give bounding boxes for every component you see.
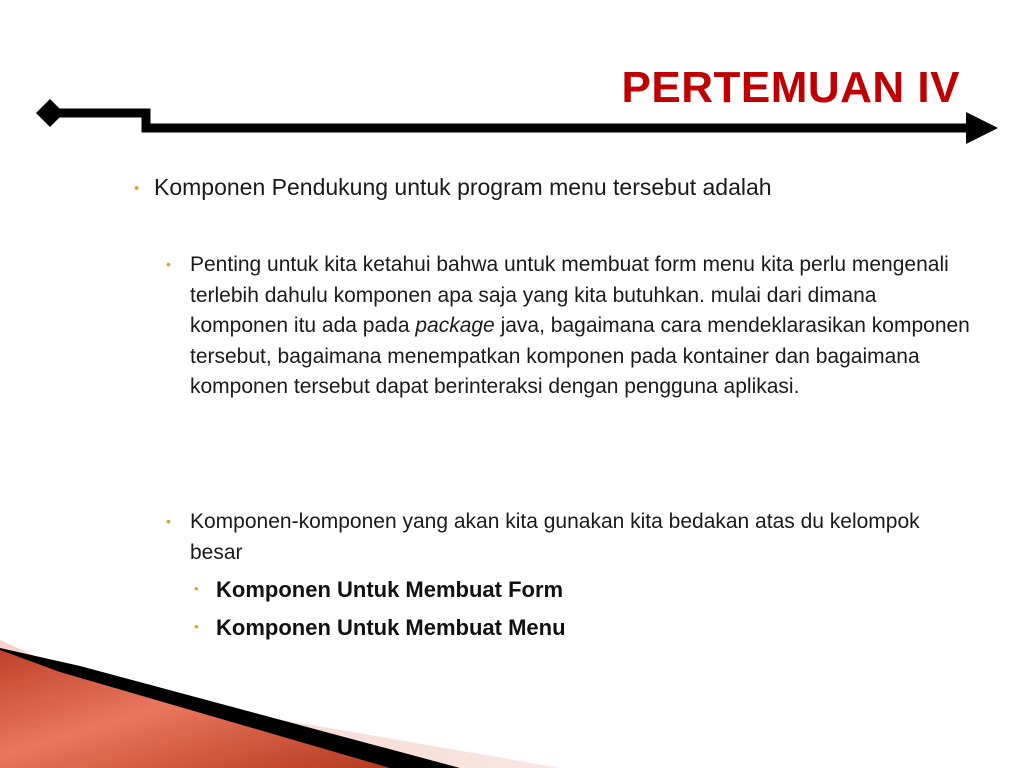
bullet-text-penting [190,250,970,403]
bullet-text-form: Komponen Untuk Membuat Form [216,577,564,602]
bullet-dot: • [166,256,171,272]
text-segment: Penting untuk kita ketahui bahwa untuk membuat form menu kita perlu mengenali terlebih dahulu komponen apa saja yang kita butuhkan. mulai dari dimana komponen itu ada pada [190,253,949,337]
bullet-text-main: Komponen Pendukung untuk program menu tersebut adalah [154,174,772,200]
bullet-text-komponen: Komponen-komponen yang akan kita gunakan kita bedakan atas du kelompok besar [190,510,920,564]
bullet-level3-menu [194,613,954,643]
bullet-text-menu: Komponen Untuk Membuat Menu [216,615,566,640]
bullet-level2-komponen [166,507,976,568]
text-italic-package: package [415,314,495,337]
bullet-level2-penting [166,250,976,403]
bullet-level3-form [194,575,954,605]
text-segment: java, bagaimana cara mendeklarasikan komponen tersebut, bagaimana menempatkan komponen pada kontainer dan bagaimana komponen tersebut dapat berinteraksi dengan pengguna aplikasi. [190,314,970,398]
bullet-dot: • [194,581,199,596]
bullet-dot: • [194,619,199,634]
bullet-level1 [134,172,974,203]
slide-title: PERTEMUAN IV [621,63,960,112]
bullet-dot: • [134,180,140,197]
bullet-dot: • [166,513,171,529]
